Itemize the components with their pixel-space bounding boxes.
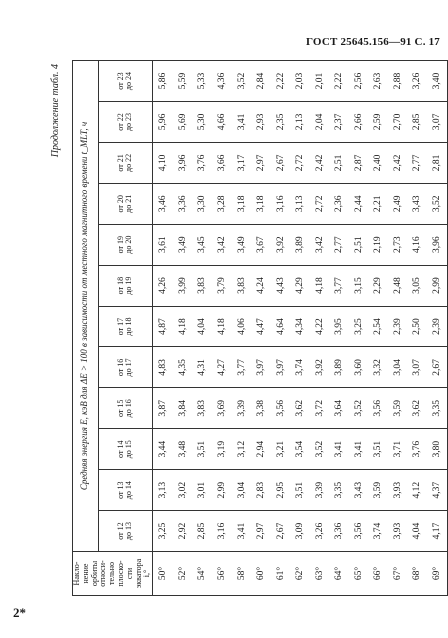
energy-value: 3,97 bbox=[251, 347, 271, 388]
table-row bbox=[173, 61, 193, 596]
energy-value: 4,43 bbox=[271, 265, 291, 306]
energy-value: 3,36 bbox=[173, 183, 193, 224]
energy-value: 3,17 bbox=[232, 142, 252, 183]
energy-value: 2,84 bbox=[251, 61, 271, 102]
energy-value: 3,52 bbox=[310, 429, 330, 470]
energy-value: 3,93 bbox=[388, 511, 408, 552]
time-range-line: от 17 bbox=[115, 317, 125, 336]
inclination-label: 65° bbox=[349, 552, 369, 596]
energy-value: 3,35 bbox=[329, 470, 349, 511]
inclination-label: 64° bbox=[329, 552, 349, 596]
energy-value: 2,03 bbox=[290, 61, 310, 102]
energy-value: 3,32 bbox=[368, 347, 388, 388]
time-range-line: до 20 bbox=[124, 235, 134, 254]
time-range-line: до 13 bbox=[124, 522, 134, 541]
inclination-label: 69° bbox=[427, 552, 448, 596]
energy-value: 2,42 bbox=[388, 142, 408, 183]
energy-value: 5,59 bbox=[173, 61, 193, 102]
energy-value: 2,37 bbox=[329, 102, 349, 143]
corner-header-line: Накло- bbox=[72, 561, 81, 586]
time-range-line: до 21 bbox=[124, 194, 134, 213]
energy-value: 3,72 bbox=[310, 388, 330, 429]
inclination-label: 66° bbox=[368, 552, 388, 596]
energy-value: 3,36 bbox=[329, 511, 349, 552]
time-range-line: до 18 bbox=[124, 317, 134, 336]
energy-value: 2,83 bbox=[251, 470, 271, 511]
energy-value: 2,73 bbox=[388, 224, 408, 265]
corner-header-line: орбиты bbox=[89, 560, 99, 587]
energy-value: 2,72 bbox=[310, 183, 330, 224]
energy-value: 5,33 bbox=[193, 61, 213, 102]
inclination-label: 68° bbox=[408, 552, 428, 596]
energy-value: 2,21 bbox=[368, 183, 388, 224]
energy-value: 2,81 bbox=[427, 142, 448, 183]
energy-value: 2,94 bbox=[251, 429, 271, 470]
energy-value: 2,49 bbox=[388, 183, 408, 224]
energy-value: 3,51 bbox=[290, 470, 310, 511]
energy-value: 3,77 bbox=[232, 347, 252, 388]
energy-value: 3,51 bbox=[368, 429, 388, 470]
energy-value: 3,83 bbox=[193, 388, 213, 429]
table-row bbox=[408, 61, 428, 596]
energy-value: 2,22 bbox=[271, 61, 291, 102]
energy-value: 3,51 bbox=[193, 429, 213, 470]
time-range-header bbox=[98, 470, 153, 511]
energy-value: 2,01 bbox=[310, 61, 330, 102]
time-range-line: от 20 bbox=[115, 195, 125, 213]
energy-value: 2,85 bbox=[193, 511, 213, 552]
time-range-header bbox=[98, 511, 153, 552]
time-range-line: до 24 bbox=[124, 71, 134, 91]
energy-value: 3,56 bbox=[368, 388, 388, 429]
energy-value: 3,89 bbox=[290, 224, 310, 265]
energy-value: 3,95 bbox=[329, 306, 349, 347]
energy-value: 3,13 bbox=[153, 470, 174, 511]
energy-value: 3,99 bbox=[173, 265, 193, 306]
energy-value: 3,76 bbox=[408, 429, 428, 470]
energy-value: 2,92 bbox=[173, 511, 193, 552]
time-range-line: до 15 bbox=[124, 440, 134, 459]
time-range-line: от 19 bbox=[115, 236, 125, 254]
energy-value: 3,74 bbox=[290, 347, 310, 388]
energy-value: 3,84 bbox=[173, 388, 193, 429]
energy-value: 3,41 bbox=[349, 429, 369, 470]
energy-value: 2,97 bbox=[251, 511, 271, 552]
corner-header-line: экватора bbox=[133, 558, 143, 589]
energy-value: 4,34 bbox=[290, 306, 310, 347]
time-range-line: до 14 bbox=[124, 481, 134, 500]
time-range-line: до 19 bbox=[124, 276, 134, 295]
energy-value: 2,50 bbox=[408, 306, 428, 347]
energy-value: 2,13 bbox=[290, 102, 310, 143]
energy-value: 3,43 bbox=[349, 470, 369, 511]
energy-value: 3,52 bbox=[232, 61, 252, 102]
energy-value: 3,13 bbox=[290, 183, 310, 224]
energy-value: 4,27 bbox=[212, 347, 232, 388]
energy-value: 3,01 bbox=[193, 470, 213, 511]
energy-value: 5,30 bbox=[193, 102, 213, 143]
energy-value: 3,42 bbox=[212, 224, 232, 265]
energy-value: 4,36 bbox=[212, 61, 232, 102]
energy-value: 2,93 bbox=[251, 102, 271, 143]
inclination-label: 63° bbox=[310, 552, 330, 596]
energy-value: 4,24 bbox=[251, 265, 271, 306]
energy-value: 5,96 bbox=[153, 102, 174, 143]
energy-value: 3,49 bbox=[173, 224, 193, 265]
time-range-line: от 15 bbox=[115, 399, 125, 418]
time-range-header bbox=[98, 183, 153, 224]
energy-value: 3,26 bbox=[310, 511, 330, 552]
time-range-header bbox=[98, 265, 153, 306]
energy-value: 3,96 bbox=[427, 224, 448, 265]
energy-value: 3,43 bbox=[408, 183, 428, 224]
energy-value: 3,76 bbox=[193, 142, 213, 183]
energy-value: 2,35 bbox=[271, 102, 291, 143]
table-row bbox=[368, 61, 388, 596]
energy-value: 4,35 bbox=[173, 347, 193, 388]
time-range-line: от 13 bbox=[115, 481, 125, 499]
energy-value: 2,67 bbox=[271, 511, 291, 552]
energy-value: 3,07 bbox=[408, 347, 428, 388]
table-row bbox=[153, 61, 174, 596]
table-row bbox=[271, 61, 291, 596]
energy-value: 3,04 bbox=[232, 470, 252, 511]
energy-value: 3,61 bbox=[153, 224, 174, 265]
document-header: ГОСТ 25645.156—91 С. 17 bbox=[306, 36, 440, 48]
table-caption: Продолжение табл. 4 bbox=[50, 64, 61, 158]
energy-value: 4,29 bbox=[290, 265, 310, 306]
time-range-line: от 23 bbox=[115, 72, 125, 90]
energy-value: 2,04 bbox=[310, 102, 330, 143]
energy-value: 4,47 bbox=[251, 306, 271, 347]
energy-value: 2,39 bbox=[427, 306, 448, 347]
energy-value: 2,70 bbox=[388, 102, 408, 143]
time-range-line: от 21 bbox=[115, 154, 125, 172]
time-range-line: от 14 bbox=[115, 440, 125, 458]
energy-value: 3,67 bbox=[251, 224, 271, 265]
energy-value: 3,56 bbox=[349, 511, 369, 552]
energy-value: 3,89 bbox=[329, 347, 349, 388]
energy-value: 4,06 bbox=[232, 306, 252, 347]
energy-value: 3,52 bbox=[427, 183, 448, 224]
time-range-line: от 16 bbox=[115, 358, 125, 377]
energy-value: 2,99 bbox=[212, 470, 232, 511]
inclination-label: 50° bbox=[153, 552, 174, 596]
energy-value: 2,59 bbox=[368, 102, 388, 143]
energy-value: 3,16 bbox=[271, 183, 291, 224]
energy-value: 4,64 bbox=[271, 306, 291, 347]
energy-value: 3,62 bbox=[408, 388, 428, 429]
energy-value: 3,44 bbox=[153, 429, 174, 470]
energy-table bbox=[72, 60, 448, 596]
energy-value: 3,96 bbox=[173, 142, 193, 183]
energy-value: 4,04 bbox=[408, 511, 428, 552]
time-range-header bbox=[98, 347, 153, 388]
table-row bbox=[427, 61, 448, 596]
energy-value: 3,71 bbox=[388, 429, 408, 470]
time-range-header bbox=[98, 429, 153, 470]
inclination-label: 54° bbox=[193, 552, 213, 596]
inclination-label: 62° bbox=[290, 552, 310, 596]
inclination-label: 56° bbox=[212, 552, 232, 596]
energy-value: 3,39 bbox=[232, 388, 252, 429]
energy-value: 3,15 bbox=[349, 265, 369, 306]
page-number: 2* bbox=[13, 605, 26, 620]
energy-value: 3,42 bbox=[310, 224, 330, 265]
energy-value: 3,30 bbox=[193, 183, 213, 224]
energy-value: 2,77 bbox=[329, 224, 349, 265]
energy-value: 5,86 bbox=[153, 61, 174, 102]
table-row bbox=[212, 61, 232, 596]
energy-value: 2,77 bbox=[408, 142, 428, 183]
energy-value: 3,56 bbox=[271, 388, 291, 429]
energy-value: 3,19 bbox=[212, 429, 232, 470]
energy-value: 3,07 bbox=[427, 102, 448, 143]
time-range-line: от 18 bbox=[115, 276, 125, 295]
energy-value: 4,31 bbox=[193, 347, 213, 388]
energy-value: 3,97 bbox=[271, 347, 291, 388]
table-row bbox=[193, 61, 213, 596]
time-range-header bbox=[98, 388, 153, 429]
span-header: Средняя энергия E, кэВ для ΔE > 100 в зависимости от местного магнитного времени t_MLT, ч bbox=[73, 61, 99, 552]
energy-value: 2,22 bbox=[329, 61, 349, 102]
time-range-line: до 22 bbox=[124, 153, 134, 172]
time-range-header bbox=[98, 61, 153, 102]
energy-value: 3,74 bbox=[368, 511, 388, 552]
energy-value: 2,48 bbox=[388, 265, 408, 306]
energy-value: 2,36 bbox=[329, 183, 349, 224]
energy-value: 3,18 bbox=[251, 183, 271, 224]
time-range-line: до 23 bbox=[124, 112, 134, 132]
time-range-line: до 17 bbox=[124, 358, 134, 377]
energy-value: 2,40 bbox=[368, 142, 388, 183]
energy-value: 4,26 bbox=[153, 265, 174, 306]
energy-value: 4,83 bbox=[153, 347, 174, 388]
energy-value: 4,87 bbox=[153, 306, 174, 347]
energy-value: 2,67 bbox=[271, 142, 291, 183]
inclination-label: 60° bbox=[251, 552, 271, 596]
time-range-line: до 16 bbox=[124, 399, 134, 418]
energy-value: 3,54 bbox=[290, 429, 310, 470]
energy-value: 3,16 bbox=[212, 511, 232, 552]
energy-value: 2,63 bbox=[368, 61, 388, 102]
time-range-line: от 12 bbox=[115, 522, 125, 540]
energy-value: 3,05 bbox=[408, 265, 428, 306]
energy-value: 3,39 bbox=[310, 470, 330, 511]
table-row bbox=[349, 61, 369, 596]
energy-value: 2,44 bbox=[349, 183, 369, 224]
energy-value: 2,51 bbox=[349, 224, 369, 265]
energy-value: 3,92 bbox=[310, 347, 330, 388]
energy-value: 3,92 bbox=[271, 224, 291, 265]
energy-value: 3,02 bbox=[173, 470, 193, 511]
energy-value: 3,87 bbox=[153, 388, 174, 429]
corner-header-line: относи- bbox=[98, 560, 108, 587]
energy-value: 3,83 bbox=[232, 265, 252, 306]
inclination-label: 67° bbox=[388, 552, 408, 596]
inclination-label: 61° bbox=[271, 552, 291, 596]
energy-value: 3,25 bbox=[153, 511, 174, 552]
energy-value: 3,38 bbox=[251, 388, 271, 429]
energy-value: 3,80 bbox=[427, 429, 448, 470]
energy-value: 3,79 bbox=[212, 265, 232, 306]
energy-value: 4,10 bbox=[153, 142, 174, 183]
energy-value: 3,18 bbox=[232, 183, 252, 224]
time-range-header bbox=[98, 224, 153, 265]
energy-value: 3,48 bbox=[173, 429, 193, 470]
time-range-header bbox=[98, 306, 153, 347]
energy-value: 3,35 bbox=[427, 388, 448, 429]
corner-header-line: i,° bbox=[142, 569, 152, 578]
energy-value: 2,72 bbox=[290, 142, 310, 183]
energy-value: 3,60 bbox=[349, 347, 369, 388]
energy-value: 2,99 bbox=[427, 265, 448, 306]
energy-value: 3,12 bbox=[232, 429, 252, 470]
time-range-header bbox=[98, 102, 153, 143]
energy-value: 3,26 bbox=[408, 61, 428, 102]
energy-value: 3,41 bbox=[329, 429, 349, 470]
energy-value: 4,18 bbox=[173, 306, 193, 347]
energy-value: 4,18 bbox=[310, 265, 330, 306]
energy-value: 2,42 bbox=[310, 142, 330, 183]
time-range-header bbox=[98, 142, 153, 183]
energy-value: 2,87 bbox=[349, 142, 369, 183]
energy-value: 3,62 bbox=[290, 388, 310, 429]
energy-value: 3,49 bbox=[232, 224, 252, 265]
energy-value: 2,88 bbox=[388, 61, 408, 102]
energy-value: 3,28 bbox=[212, 183, 232, 224]
table-row bbox=[310, 61, 330, 596]
energy-value: 3,52 bbox=[349, 388, 369, 429]
energy-value: 4,66 bbox=[212, 102, 232, 143]
energy-value: 4,17 bbox=[427, 511, 448, 552]
energy-value: 4,16 bbox=[408, 224, 428, 265]
table-row bbox=[290, 61, 310, 596]
corner-header-line: плоско- bbox=[115, 560, 125, 587]
inclination-label: 58° bbox=[232, 552, 252, 596]
energy-value: 2,51 bbox=[329, 142, 349, 183]
energy-value: 3,41 bbox=[232, 511, 252, 552]
energy-value: 3,25 bbox=[349, 306, 369, 347]
energy-value: 3,66 bbox=[212, 142, 232, 183]
table-row bbox=[329, 61, 349, 596]
energy-value: 3,09 bbox=[290, 511, 310, 552]
energy-value: 2,19 bbox=[368, 224, 388, 265]
energy-value: 3,45 bbox=[193, 224, 213, 265]
table-row bbox=[232, 61, 252, 596]
corner-header-line: нение bbox=[80, 563, 90, 584]
energy-value: 2,67 bbox=[427, 347, 448, 388]
energy-value: 2,29 bbox=[368, 265, 388, 306]
energy-value: 2,95 bbox=[271, 470, 291, 511]
energy-value: 3,69 bbox=[212, 388, 232, 429]
energy-value: 3,59 bbox=[388, 388, 408, 429]
energy-value: 3,77 bbox=[329, 265, 349, 306]
energy-value: 3,93 bbox=[388, 470, 408, 511]
energy-value: 3,21 bbox=[271, 429, 291, 470]
energy-value: 3,41 bbox=[232, 102, 252, 143]
inclination-label: 52° bbox=[173, 552, 193, 596]
energy-value: 3,59 bbox=[368, 470, 388, 511]
energy-value: 2,66 bbox=[349, 102, 369, 143]
energy-value: 4,12 bbox=[408, 470, 428, 511]
energy-value: 2,39 bbox=[388, 306, 408, 347]
energy-value: 4,18 bbox=[212, 306, 232, 347]
rotated-table-region bbox=[42, 60, 443, 596]
corner-header-line: тельно bbox=[107, 562, 117, 585]
energy-value: 2,56 bbox=[349, 61, 369, 102]
table-row bbox=[388, 61, 408, 596]
energy-value: 4,22 bbox=[310, 306, 330, 347]
energy-value: 2,97 bbox=[251, 142, 271, 183]
energy-value: 3,40 bbox=[427, 61, 448, 102]
energy-value: 4,37 bbox=[427, 470, 448, 511]
energy-value: 3,04 bbox=[388, 347, 408, 388]
corner-header-line: сти bbox=[124, 567, 134, 580]
energy-value: 3,46 bbox=[153, 183, 174, 224]
energy-value: 3,83 bbox=[193, 265, 213, 306]
table-row bbox=[251, 61, 271, 596]
corner-header bbox=[73, 552, 153, 596]
energy-value: 3,64 bbox=[329, 388, 349, 429]
time-range-line: от 22 bbox=[115, 113, 125, 131]
energy-value: 2,54 bbox=[368, 306, 388, 347]
energy-value: 4,04 bbox=[193, 306, 213, 347]
energy-value: 2,85 bbox=[408, 102, 428, 143]
energy-value: 5,69 bbox=[173, 102, 193, 143]
